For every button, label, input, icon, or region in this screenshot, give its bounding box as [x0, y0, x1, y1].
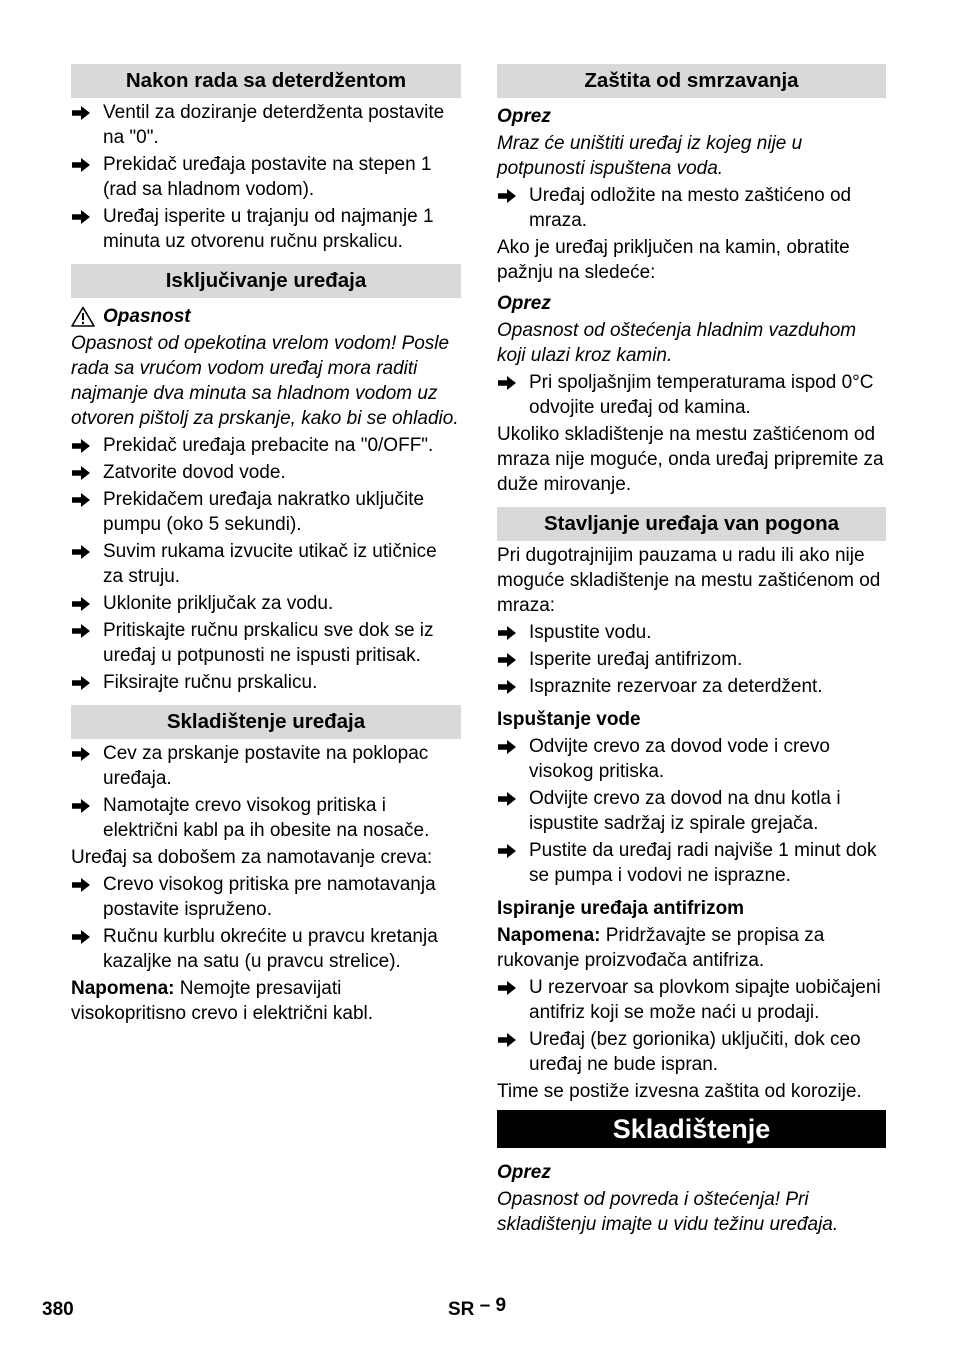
arrow-right-icon — [497, 786, 519, 811]
footer-section-label — [448, 1297, 506, 1322]
note-label: Napomena: — [71, 978, 175, 999]
list-item-text: Namotajte crevo visokog pritiska i električni kabl pa ih obesite na nosače. — [103, 795, 430, 841]
chimney-text: Ako je uređaj priključen na kamin, obratite pažnju na sledeće: — [497, 237, 850, 283]
list-item — [497, 1027, 886, 1077]
warning-triangle-icon — [71, 306, 95, 327]
list-item — [497, 183, 886, 233]
list-item — [71, 793, 461, 843]
list-item — [497, 975, 886, 1025]
caution-label: Oprez — [497, 293, 551, 314]
storage-note — [71, 976, 461, 1026]
list-item — [71, 152, 461, 202]
subheading-antifreeze-flush: Ispiranje uređaja antifrizom — [497, 898, 745, 919]
arrow-right-icon — [71, 793, 93, 818]
list-item — [497, 647, 886, 672]
list-item — [497, 734, 886, 784]
list-item-text: Ručnu kurblu okrećite u pravcu kretanja kazaljke na satu (u pravcu strelice). — [103, 926, 438, 972]
arrow-right-icon — [497, 620, 519, 645]
arrow-right-icon — [71, 618, 93, 643]
list-item-text: Pustite da uređaj radi najviše 1 minut dok se pumpa i vodovi ne isprazne. — [529, 840, 877, 886]
arrow-right-icon — [71, 924, 93, 949]
list-item-text: Odvijte crevo za dovod na dnu kotla i ispustite sadržaj iz spirale grejača. — [529, 788, 841, 834]
arrow-right-icon — [71, 591, 93, 616]
list-item — [71, 460, 461, 485]
caution-text: Opasnost od oštećenja hladnim vazduhom koji ulazi kroz kamin. — [497, 320, 857, 366]
list-item-text: Isperite uređaj antifrizom. — [529, 649, 743, 670]
caution-label: Oprez — [497, 1162, 551, 1183]
list-item — [71, 618, 461, 668]
list-item — [497, 838, 886, 888]
decommission-intro: Pri dugotrajnijim pauzama u radu ili ako nije moguće skladištenje na mestu zaštićenom od mraza: — [497, 545, 881, 616]
language-code: SR — [448, 1299, 475, 1320]
list-item — [71, 591, 461, 616]
list-item — [71, 872, 461, 922]
list-item-text: Crevo visokog pritiska pre namotavanja postavite ispruženo. — [103, 874, 436, 920]
section-heading-frost-protection: Zaštita od smrzavanja — [497, 64, 886, 98]
corrosion-text: Time se postiže izvesna zaštita od korozije. — [497, 1081, 862, 1102]
page-number: 380 — [42, 1299, 74, 1320]
danger-label: Opasnost — [103, 306, 191, 327]
list-item-text: Pritiskajte ručnu prskalicu sve dok se iz uređaj u potpunosti ne ispusti pritisak. — [103, 620, 434, 666]
arrow-right-icon — [497, 647, 519, 672]
antifreeze-steps — [497, 975, 886, 1077]
section-heading-switch-off: Isključivanje uređaja — [71, 264, 461, 298]
list-item-text: Odvijte crevo za dovod vode i crevo visokog pritiska. — [529, 736, 830, 782]
arrow-right-icon — [71, 460, 93, 485]
arrow-right-icon — [71, 487, 93, 512]
list-item — [71, 100, 461, 150]
arrow-right-icon — [71, 433, 93, 458]
antifreeze-note — [497, 923, 886, 973]
list-item-text: Fiksirajte ručnu prskalicu. — [103, 672, 318, 693]
decommission-steps — [497, 620, 886, 699]
arrow-right-icon — [71, 670, 93, 695]
list-item-text: Uređaj isperite u trajanju od najmanje 1 minuta uz otvorenu ručnu prskalicu. — [103, 206, 434, 252]
arrow-right-icon — [71, 152, 93, 177]
hose-drum-steps — [71, 872, 461, 974]
caution-text: Opasnost od povreda i oštećenja! Pri skladištenju imajte u vidu težinu uređaja. — [497, 1189, 839, 1235]
arrow-right-icon — [71, 741, 93, 766]
drain-water-steps — [497, 734, 886, 888]
subheading-drain-water: Ispuštanje vode — [497, 709, 641, 730]
list-item-text: Prekidač uređaja prebacite na "0/OFF". — [103, 435, 434, 456]
chapter-heading-storage: Skladištenje — [497, 1110, 886, 1148]
list-item-text: Prekidač uređaja postavite na stepen 1 (rad sa hladnom vodom). — [103, 154, 432, 200]
after-detergent-steps — [71, 100, 461, 254]
list-item-text: Ispustite vodu. — [529, 622, 652, 643]
caution-text: Mraz će uništiti uređaj iz kojeg nije u potpunosti ispuštena voda. — [497, 133, 803, 179]
list-item — [497, 370, 886, 420]
list-item-text: Prekidačem uređaja nakratko uključite pumpu (oko 5 sekundi). — [103, 489, 425, 535]
list-item-text: Ispraznite rezervoar za deterdžent. — [529, 676, 823, 697]
list-item — [497, 786, 886, 836]
note-text: Nemojte presavijati visokopritisno crevo i električni kabl. — [71, 978, 374, 1024]
note-text: Pridržavajte se propisa za rukovanje proizvođača antifriza. — [497, 925, 825, 971]
arrow-right-icon — [71, 872, 93, 897]
list-item-text: U rezervoar sa plovkom sipajte uobičajeni antifriz koji se može naći u prodaji. — [529, 977, 881, 1023]
list-item-text: Uklonite priključak za vodu. — [103, 593, 334, 614]
list-item — [71, 204, 461, 254]
list-item-text: Uređaj odložite na mesto zaštićeno od mraza. — [529, 185, 852, 231]
arrow-right-icon — [497, 838, 519, 863]
list-item — [71, 433, 461, 458]
arrow-right-icon — [497, 183, 519, 208]
list-item — [497, 674, 886, 699]
list-item — [71, 924, 461, 974]
section-heading-storage-device: Skladištenje uređaja — [71, 705, 461, 739]
list-item-text: Zatvorite dovod vode. — [103, 462, 286, 483]
right-column — [497, 64, 886, 1237]
list-item-text: Uređaj (bez gorionika) uključiti, dok ceo uređaj ne bude ispran. — [529, 1029, 861, 1075]
list-item-text: Suvim rukama izvucite utikač iz utičnice za struju. — [103, 541, 437, 587]
arrow-right-icon — [497, 975, 519, 1000]
arrow-right-icon — [497, 370, 519, 395]
hose-drum-text: Uređaj sa dobošem za namotavanje creva: — [71, 847, 433, 868]
danger-heading — [71, 304, 461, 329]
section-heading-after-detergent: Nakon rada sa deterdžentom — [71, 64, 461, 98]
arrow-right-icon — [497, 1027, 519, 1052]
list-item — [497, 620, 886, 645]
arrow-right-icon — [71, 100, 93, 125]
danger-text: Opasnost od opekotina vrelom vodom! Posle rada sa vrućom vodom uređaj mora raditi najmanje dva minuta sa hladnom vodom uz otvoren pištolj za prskanje, kako bi se ohladio. — [71, 333, 459, 429]
arrow-right-icon — [71, 539, 93, 564]
section-heading-decommission: Stavljanje uređaja van pogona — [497, 507, 886, 541]
list-item — [71, 670, 461, 695]
arrow-right-icon — [497, 674, 519, 699]
section-page-number: – 9 — [479, 1295, 507, 1316]
note-label: Napomena: — [497, 925, 601, 946]
long-rest-text: Ukoliko skladištenje na mestu zaštićenom od mraza nije moguće, onda uređaj pripremite za duže mirovanje. — [497, 424, 884, 495]
arrow-right-icon — [497, 734, 519, 759]
list-item — [71, 539, 461, 589]
left-column — [71, 64, 461, 1026]
list-item — [71, 741, 461, 791]
list-item-text: Pri spoljašnjim temperaturama ispod 0°C odvojite uređaj od kamina. — [529, 372, 874, 418]
switch-off-steps — [71, 433, 461, 695]
list-item-text: Cev za prskanje postavite na poklopac uređaja. — [103, 743, 429, 789]
caution-label: Oprez — [497, 106, 551, 127]
frost-steps — [497, 183, 886, 233]
storage-steps — [71, 741, 461, 843]
list-item — [71, 487, 461, 537]
chimney-steps — [497, 370, 886, 420]
list-item-text: Ventil za doziranje deterdženta postavite na "0". — [103, 102, 445, 148]
arrow-right-icon — [71, 204, 93, 229]
